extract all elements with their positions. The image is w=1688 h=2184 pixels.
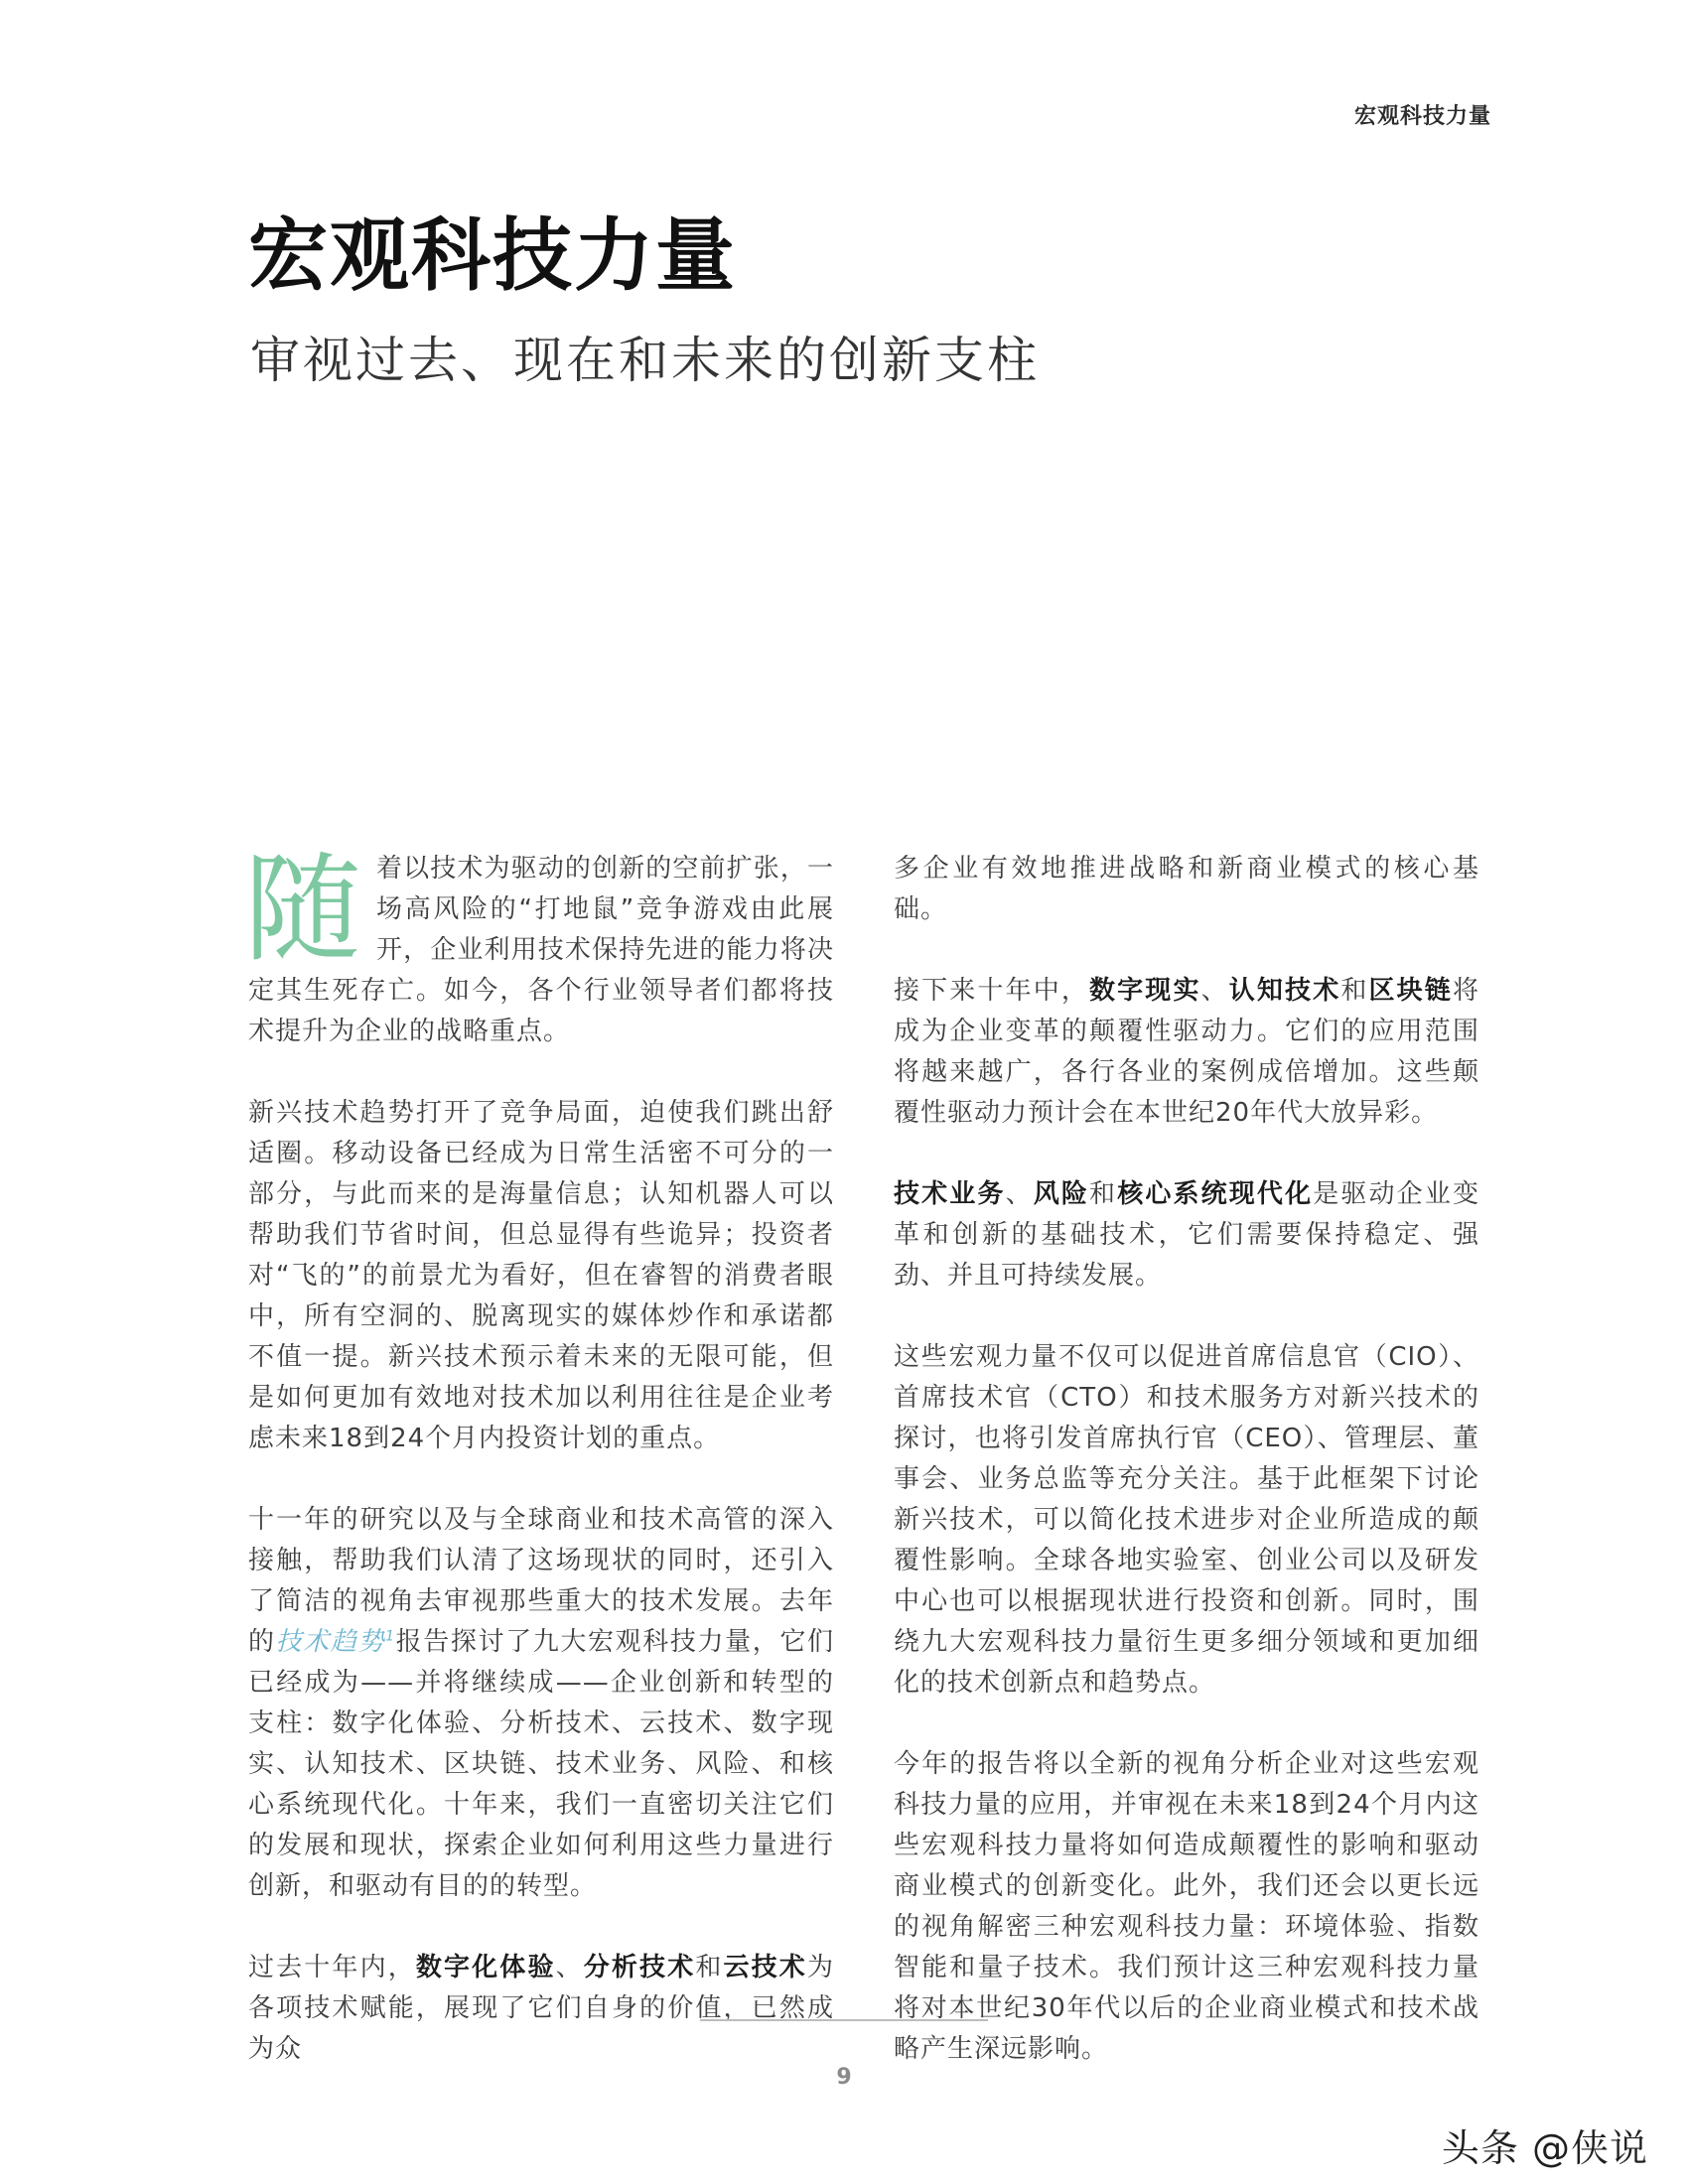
bold-analytics: 分析技术: [583, 1953, 696, 1982]
page-title: 宏观科技力量: [248, 209, 737, 302]
tech-trends-link[interactable]: 技术趋势: [275, 1627, 386, 1657]
bold-cognitive: 认知技术: [1228, 976, 1341, 1006]
bold-blockchain: 区块链: [1368, 976, 1453, 1006]
foundation-text-c: 是驱动企业变革和创新的基础技术，它们需要保持稳定、强劲、并且可持续发展。: [894, 1179, 1479, 1291]
bold-cloud: 云技术: [723, 1953, 807, 1982]
paragraph-research: [248, 1500, 834, 1907]
bold-core-modernization: 核心系统现代化: [1117, 1179, 1314, 1209]
separator: 、: [555, 1953, 584, 1982]
paragraph-next-decade: [894, 971, 1479, 1134]
paragraph-intro: [244, 841, 834, 1052]
right-column: [894, 849, 1479, 2111]
paragraph-past-decade: [248, 1948, 834, 2070]
running-head: 宏观科技力量: [1353, 104, 1491, 129]
next-decade-text-a: 接下来十年中，: [894, 976, 1090, 1006]
paragraph-macro-forces: 这些宏观力量不仅可以促进首席信息官（CIO）、首席技术官（CTO）和技术服务方对新兴技术的探讨，也将引发首席执行官（CEO）、管理层、董事会、业务总监等充分关注。基于此框架下讨论新兴技术，可以简化技术进步对企业所造成的颠覆性影响。全球各地实验室、创业公司以及研发中心也可以根据现状进行投资和创新。同时，围绕九大宏观科技力量衍生更多细分领域和更加细化的技术创新点和趋势点。: [894, 1342, 1479, 1698]
left-column: [244, 841, 834, 2111]
conjunction: 和: [695, 1953, 724, 1982]
past-decade-text-a: 过去十年内，: [248, 1953, 416, 1982]
past-decade-text-c: 为各项技术赋能，展现了它们自身的价值，已然成为众: [248, 1953, 834, 2064]
bold-business-of-tech: 技术业务: [894, 1179, 1006, 1209]
intro-text: 着以技术为驱动的创新的空前扩张，一场高风险的“打地鼠”竞争游戏由此展开，企业利用技术保持先进的能力将决定其生死存亡。如今，各个行业领导者们都将技术提升为企业的战略重点。: [248, 854, 834, 1046]
bold-risk: 风险: [1033, 1179, 1090, 1209]
paragraph-trends: 新兴技术趋势打开了竞争局面，迫使我们跳出舒适圈。移动设备已经成为日常生活密不可分的一部分，与此而来的是海量信息；认知机器人可以帮助我们节省时间，但总显得有些诡异；投资者对“飞的”的前景尤为看好，但在睿智的消费者眼中，所有空洞的、脱离现实的媒体炒作和承诺都不值一提。新兴技术预示着未来的无限可能，但是如何更加有效地对技术加以利用往往是企业考虑未来18到24个月内投资计划的重点。: [248, 1098, 834, 1453]
conjunction: 和: [1089, 1179, 1118, 1209]
footnote-ref[interactable]: 1: [385, 1628, 396, 1645]
research-text-b: 报告探讨了九大宏观科技力量，它们已经成为——并将继续成——企业创新和转型的支柱：数字化体验、分析技术、云技术、数字现实、认知技术、区块链、技术业务、风险、和核心系统现代化。十年来，我们一直密切关注它们的发展和现状，探索企业如何利用这些力量进行创新，和驱动有目的的转型。: [248, 1627, 834, 1901]
page-subtitle: 审视过去、现在和未来的创新支柱: [250, 332, 1040, 389]
separator: 、: [1200, 976, 1229, 1006]
conjunction: 和: [1340, 976, 1369, 1006]
next-decade-text-c: 将成为企业变革的颠覆性驱动力。它们的应用范围将越来越广，各行各业的案例成倍增加。这些颠覆性驱动力预计会在本世纪20年代大放异彩。: [894, 976, 1479, 1128]
dropcap: 随: [244, 841, 363, 978]
watermark: 头条 @侠说: [1441, 2126, 1648, 2170]
paragraph-continuation: 多企业有效地推进战略和新商业模式的核心基础。: [894, 854, 1479, 924]
separator: 、: [1005, 1179, 1034, 1209]
bold-digital-reality: 数字现实: [1089, 976, 1201, 1006]
research-text-a: 十一年的研究以及与全球商业和技术高管的深入接触，帮助我们认清了这场现状的同时，还引入了简洁的视角去审视那些重大的技术发展。去年的: [248, 1505, 834, 1657]
paragraph-foundation: [894, 1174, 1479, 1297]
bold-digital-experience: 数字化体验: [415, 1953, 556, 1982]
footer-divider: [700, 2019, 988, 2021]
page-number: 9: [836, 2065, 852, 2090]
paragraph-this-year: 今年的报告将以全新的视角分析企业对这些宏观科技力量的应用，并审视在未来18到24个月内这些宏观科技力量将如何造成颠覆性的影响和驱动商业模式的创新变化。此外，我们还会以更长远的视角解密三种宏观科技力量：环境体验、指数智能和量子技术。我们预计这三种宏观科技力量将对本世纪30年代以后的企业商业模式和技术战略产生深远影响。: [894, 1749, 1479, 2064]
